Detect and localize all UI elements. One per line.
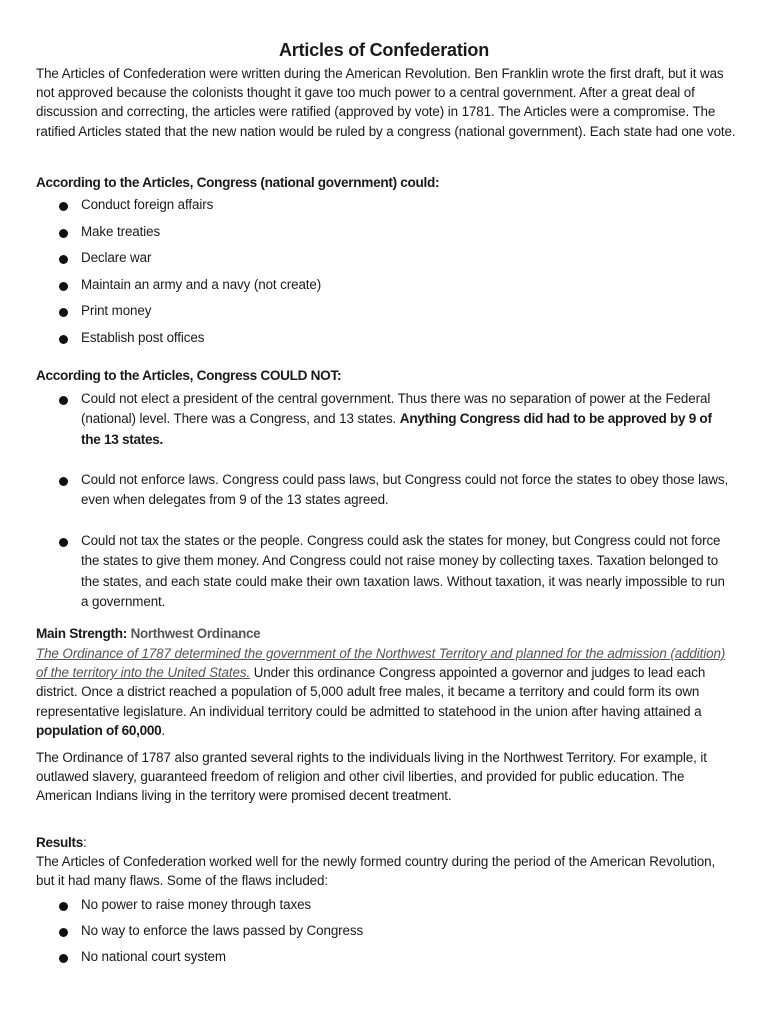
- results-paragraph: The Articles of Confederation worked well for the newly formed country during the period of the American Revolution, but it had many flaws. Some of the flaws included:: [36, 854, 716, 889]
- intro-paragraph: The Articles of Confederation were written during the American Revolution. Ben Franklin wrote the first draft, but it was not approved because the colonists thought it gave too much power to a central government. After a great deal of discussion and correcting, the articles were ratified (approved by vote) in 1781. The Articles were a compromise. The ratified Articles stated that the new nation would be ruled by a congress (national government). Each state had one vote.: [36, 66, 736, 139]
- could-not-heading: According to the Articles, Congress COULD NOT:: [36, 368, 342, 383]
- list-item-text: No national court system: [81, 949, 226, 964]
- bullet-icon: [59, 954, 68, 963]
- strength-text-a: Under this ordinance Congress appointed a: [253, 665, 508, 681]
- bullet-icon: [59, 477, 68, 486]
- underlined-sentence: The Ordinance of 1787 determined the government of the Northwest Territory and planned for the admission (addition) of the territory into the United States.: [36, 646, 726, 681]
- bullet-icon: [59, 538, 68, 547]
- list-item-text: No power to raise money through taxes: [81, 897, 312, 912]
- strength-section: [36, 624, 736, 643]
- list-item-text: Establish post offices: [81, 330, 205, 345]
- bullet-icon: [59, 229, 68, 238]
- strength-name: Northwest Ordinance: [130, 626, 261, 641]
- results-label: Results: [36, 835, 84, 850]
- strength-text-d: population of 60,000: [36, 722, 162, 738]
- bullet-icon: [59, 282, 68, 291]
- strength-paragraph: [36, 644, 736, 740]
- bullet-icon: [59, 255, 68, 264]
- bullet-icon: [59, 202, 68, 211]
- page-title: Articles of Confederation: [278, 40, 490, 60]
- strength-text-e: .: [161, 722, 166, 738]
- list-item-text: Conduct foreign affairs: [81, 197, 214, 212]
- bullet-icon: [59, 308, 68, 317]
- list-item-text: Print money: [81, 303, 152, 318]
- bullet-icon: [59, 928, 68, 937]
- list-item-text: No way to enforce the laws passed by Congress: [81, 923, 364, 938]
- could-heading: According to the Articles, Congress (national government) could:: [36, 175, 440, 190]
- results-heading: [36, 833, 736, 852]
- bullet-icon: [59, 335, 68, 344]
- strength-text-b: governor and judges: [511, 665, 630, 681]
- strength-text-c: to lead each district. Once a district reached a population of 5,000 adult free males, it became a territory and could form its own representative legislature. An individual territory could be admitted to statehood in the union after having attained a: [36, 665, 706, 719]
- strength-label: Main Strength:: [36, 626, 127, 641]
- ordinance-paragraph: The Ordinance of 1787 also granted several rights to the individuals living in the Northwest Territory. For example, it outlawed slavery, guaranteed freedom of religion and other civil liberties, and provided for public education. The American Indians living in the territory were promised decent treatment.: [36, 750, 707, 804]
- list-item-text: Could not tax the states or the people. Congress could ask the states for money, but Congress could not force the states to give them money. And Congress could not raise money by collecting taxes. Taxation belonged to the states, and each state could make their own taxation laws. Without taxation, it was nearly impossible to run a government.: [81, 533, 725, 610]
- bullet-icon: [59, 902, 68, 911]
- list-item-text-plain: Could not elect a president of the central government. Thus there was no separation of power at the Federal (national) level. There was a Congress, and 13 states.: [81, 391, 711, 427]
- list-item-text: Maintain an army and a navy (not create): [81, 277, 322, 292]
- list-item-text: Declare war: [81, 250, 152, 265]
- list-item-text: Make treaties: [81, 224, 161, 239]
- results-colon: :: [83, 835, 87, 850]
- list-item-text: Could not enforce laws. Congress could pass laws, but Congress could not force the states to obey those laws, even when delegates from 9 of the 13 states agreed.: [81, 472, 729, 508]
- list-item-text-bold: Anything Congress did had to be approved by 9 of the 13 states.: [81, 411, 712, 447]
- bullet-icon: [59, 396, 68, 405]
- list-item-text: [81, 389, 731, 450]
